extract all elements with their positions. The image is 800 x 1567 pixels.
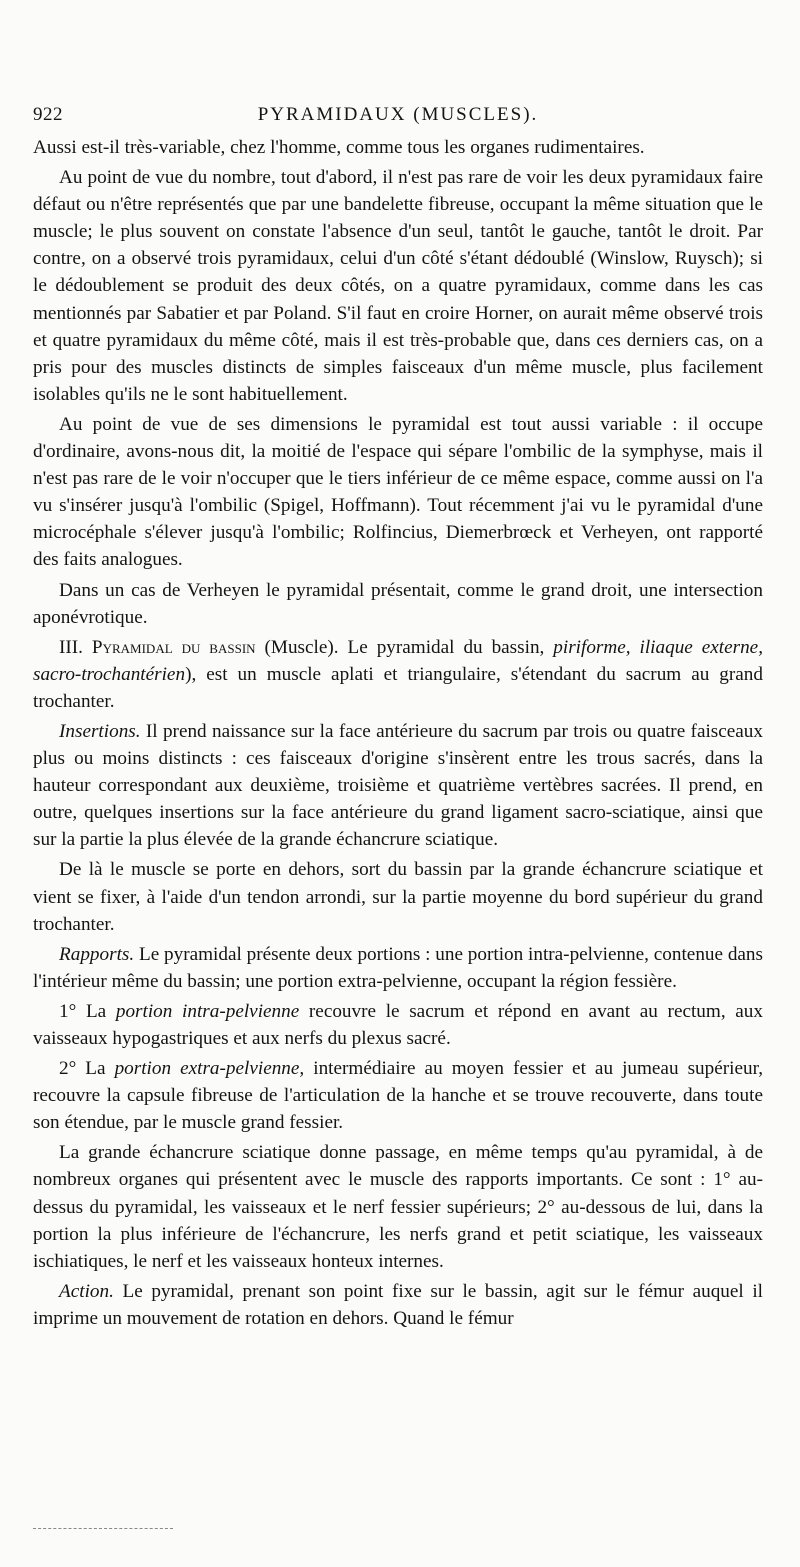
page-number: 922	[33, 104, 63, 125]
paragraph: 2° La portion extra-pelvienne, intermédiaire au moyen fessier et au jumeau supérieur, recouvre la capsule fibreuse de l'articulation de la hanche et se trouve recouverte, dans toute son étendue, par le muscle grand fessier.	[33, 1058, 763, 1134]
subheading: Rapports.	[59, 943, 135, 965]
subheading: Insertions.	[59, 720, 141, 742]
section-title: Pyramidal du bassin	[91, 636, 256, 658]
paragraph: La grande échancrure sciatique donne passage, en même temps qu'au pyramidal, à de nombreux organes qui présentent avec le muscle des rapports importants. Ce sont : 1° au-dessus du pyramidal, les vaisseaux et le nerf fessier supérieurs; 2° au-dessous de lui, dans la portion la plus inférieure de l'échancrure, les nerfs grand et petit sciatique, les vaisseaux ischiatiques, le nerf et les vaisseaux honteux internes.	[33, 1142, 763, 1272]
subheading: Action.	[59, 1280, 114, 1302]
paragraph: Action. Le pyramidal, prenant son point fixe sur le bassin, agit sur le fémur auquel il imprime un mouvement de rotation en dehors. Quand le fémur	[33, 1280, 763, 1329]
section-heading-paragraph: III. Pyramidal du bassin (Muscle). Le pyramidal du bassin, piriforme, iliaque externe, sacro-trochantérien), est un muscle aplati et triangulaire, s'étendant du sacrum au grand trochanter.	[33, 636, 763, 712]
paragraph: Au point de vue de ses dimensions le pyramidal est tout aussi variable : il occupe d'ordinaire, avons-nous dit, la moitié de l'espace qui sépare l'ombilic de la symphyse, mais il n'est pas rare de le voir n'occuper que le tiers inférieur de ce même espace, comme aussi on l'a vu s'insérer jusqu'à l'ombilic (Spigel, Hoffmann). Tout récemment j'ai vu le pyramidal d'une microcéphale s'élever jusqu'à l'ombilic; Rolfincius, Diemerbrœck et Verheyen, ont rapporté des faits analogues.	[33, 413, 763, 571]
paragraph: Au point de vue du nombre, tout d'abord, il n'est pas rare de voir les deux pyramidaux faire défaut ou n'être représentés que par une bandelette fibreuse, occupant la même situation que le muscle; le plus souvent on constate l'absence d'un seul, tantôt le gauche, tantôt le droit. Par contre, on a observé trois pyramidaux, celui d'un côté s'étant dédoublé (Winslow, Ruysch); si le dédoublement se produit des deux côtés, on a quatre pyramidaux, comme dans les cas mentionnés par Sabatier et par Poland. S'il faut en croire Horner, on aurait même observé trois et quatre pyramidaux du même côté, mais il est très-probable que, dans ces derniers cas, on a pris pour des muscles distincts de simples faisceaux d'un même muscle, plus facilement isolables qu'ils ne le sont habituellement.	[33, 167, 763, 405]
paragraph: Rapports. Le pyramidal présente deux portions : une portion intra-pelvienne, contenue dans l'intérieur même du bassin; une portion extra-pelvienne, occupant la région fessière.	[33, 943, 763, 992]
paragraph: Insertions. Il prend naissance sur la face antérieure du sacrum par trois ou quatre faisceaux plus ou moins distincts : ces faisceaux d'origine s'insèrent entre les trous sacrés, dans la hauteur correspondant aux deuxième, troisième et quatrième vertèbres sacrées. Il prend, en outre, quelques insertions sur la face antérieure du grand ligament sacro-sciatique, ainsi que sur la partie la plus élevée de la grande échancrure sciatique.	[33, 720, 763, 851]
page-header	[33, 100, 763, 134]
paragraph: Aussi est-il très-variable, chez l'homme, comme tous les organes rudimentaires.	[33, 137, 645, 158]
footer-rule	[33, 1528, 173, 1529]
running-title: PYRAMIDAUX (MUSCLES).	[257, 104, 539, 125]
paragraph: Dans un cas de Verheyen le pyramidal présentait, comme le grand droit, une intersection aponévrotique.	[33, 579, 763, 628]
paragraph: 1° La portion intra-pelvienne recouvre le sacrum et répond en avant au rectum, aux vaisseaux hypogastriques et aux nerfs du plexus sacré.	[33, 1000, 763, 1049]
document-page	[33, 100, 763, 1332]
paragraph: De là le muscle se porte en dehors, sort du bassin par la grande échancrure sciatique et vient se fixer, à l'aide d'un tendon arrondi, sur la partie moyenne du bord supérieur du grand trochanter.	[33, 859, 763, 935]
